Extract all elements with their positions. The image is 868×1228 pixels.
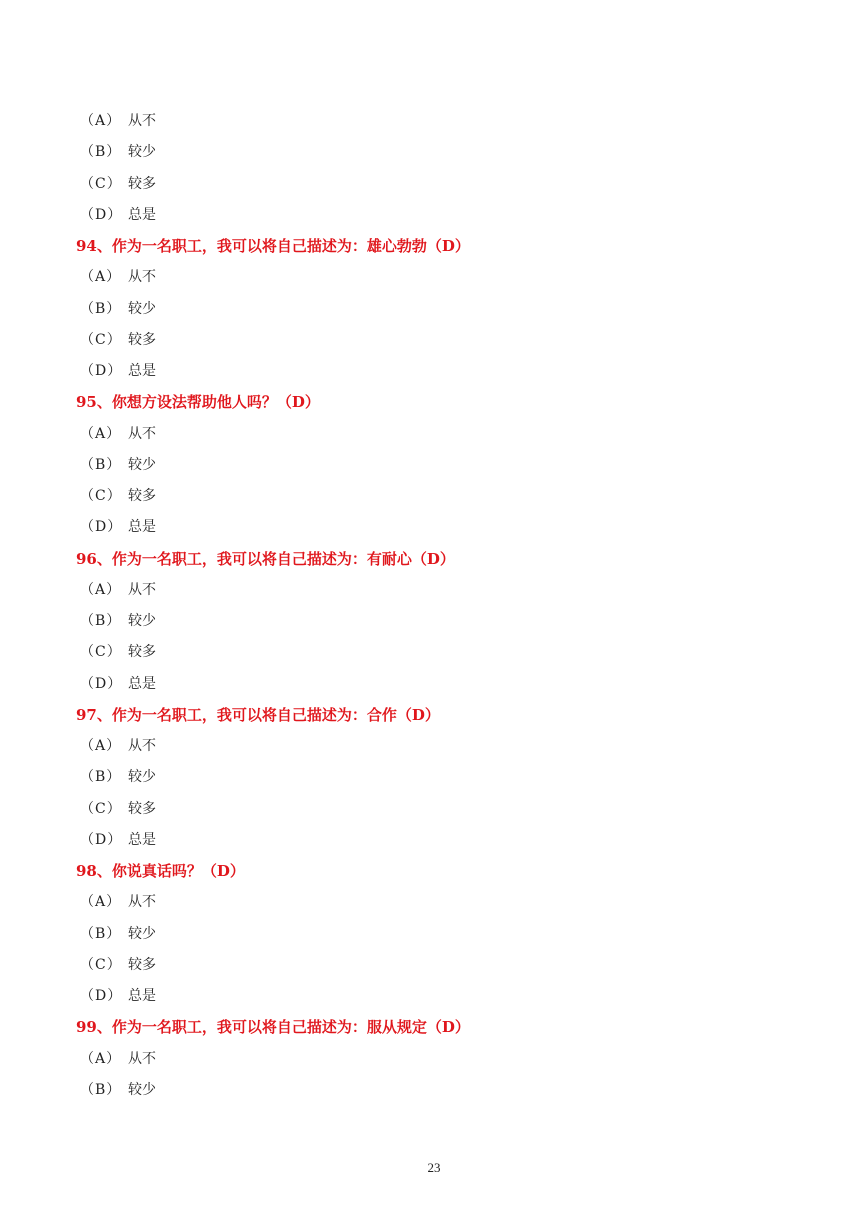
answer-option: [78, 200, 818, 231]
answer-option: [78, 606, 818, 637]
question-heading: 96、作为一名职工，我可以将自己描述为：有耐心（D）: [76, 549, 455, 568]
question-heading: 98、你说真话吗？（D）: [76, 862, 245, 880]
option-key: （B）: [80, 144, 122, 161]
answer-option: [78, 1075, 818, 1106]
option-text: 总是: [128, 831, 156, 848]
option-text: 总是: [128, 675, 156, 692]
answer-option: [78, 450, 818, 481]
option-text: 较少: [128, 1081, 156, 1098]
answer-option: [78, 325, 818, 356]
option-text: 总是: [128, 519, 156, 536]
option-text: 较少: [128, 769, 156, 786]
option-text: 较少: [128, 300, 156, 317]
option-key: （B）: [80, 456, 122, 473]
option-key: （B）: [80, 613, 122, 629]
answer-option: [78, 1044, 818, 1075]
answer-option: [78, 137, 818, 168]
option-key: （D）: [80, 988, 123, 1004]
option-text: 总是: [128, 363, 156, 379]
option-key: （D）: [80, 519, 123, 536]
option-key: （C）: [80, 800, 122, 817]
answer-option: [78, 669, 818, 700]
option-text: 总是: [128, 988, 156, 1004]
answer-option: [78, 981, 818, 1012]
question-heading: 97、作为一名职工，我可以将自己描述为：合作（D）: [76, 705, 440, 724]
question-heading: 99、作为一名职工，我可以将自己描述为：服从规定（D）: [76, 1018, 470, 1037]
option-text: 从不: [128, 738, 156, 754]
option-text: 较少: [128, 144, 156, 161]
answer-option: [78, 294, 818, 325]
option-key: （B）: [80, 1081, 122, 1098]
option-text: 较多: [128, 800, 156, 817]
page-number: 23: [427, 1160, 441, 1175]
option-key: （A）: [80, 581, 122, 598]
option-key: （A）: [80, 894, 122, 911]
option-text: 从不: [128, 894, 156, 911]
question-heading: 94、作为一名职工，我可以将自己描述为：雄心勃勃（D）: [76, 237, 470, 255]
answer-option: [78, 419, 818, 450]
option-key: （A）: [80, 269, 122, 286]
answer-option: [78, 262, 818, 293]
option-text: 较多: [128, 956, 156, 973]
option-key: （B）: [80, 300, 122, 317]
option-text: 从不: [128, 581, 156, 598]
option-key: （C）: [80, 644, 122, 661]
option-key: （C）: [80, 956, 122, 973]
answer-option: [78, 794, 818, 825]
option-key: （C）: [80, 331, 122, 348]
option-key: （D）: [80, 206, 123, 223]
answer-option: [78, 919, 818, 950]
answer-option: [78, 575, 818, 606]
option-key: （B）: [80, 769, 122, 786]
option-text: 从不: [128, 269, 156, 286]
answer-option: [78, 950, 818, 981]
option-text: 较少: [128, 613, 156, 629]
option-text: 较多: [128, 331, 156, 348]
option-key: （D）: [80, 831, 123, 848]
option-key: （A）: [80, 425, 122, 442]
option-text: 从不: [128, 1050, 156, 1067]
answer-option: [78, 825, 818, 856]
answer-option: [78, 637, 818, 668]
question-list: [78, 106, 818, 1106]
option-text: 从不: [128, 113, 156, 129]
option-key: （C）: [80, 175, 122, 192]
option-text: 较少: [128, 925, 156, 942]
option-text: 从不: [128, 425, 156, 442]
option-key: （A）: [80, 1050, 122, 1067]
option-text: 总是: [128, 206, 156, 223]
answer-option: [78, 169, 818, 200]
answer-option: [78, 106, 818, 137]
answer-option: [78, 762, 818, 793]
answer-option: [78, 356, 818, 387]
option-text: 较多: [128, 175, 156, 192]
option-text: 较少: [128, 456, 156, 473]
question-heading: 95、你想方设法帮助他人吗？（D）: [76, 393, 320, 412]
option-text: 较多: [128, 488, 156, 504]
answer-option: [78, 887, 818, 918]
option-key: （D）: [80, 675, 123, 692]
answer-option: [78, 731, 818, 762]
option-text: 较多: [128, 644, 156, 661]
answer-option: [78, 481, 818, 512]
option-key: （C）: [80, 488, 122, 504]
option-key: （A）: [80, 113, 122, 129]
option-key: （B）: [80, 925, 122, 942]
option-key: （A）: [80, 738, 122, 754]
option-key: （D）: [80, 363, 123, 379]
answer-option: [78, 512, 818, 543]
